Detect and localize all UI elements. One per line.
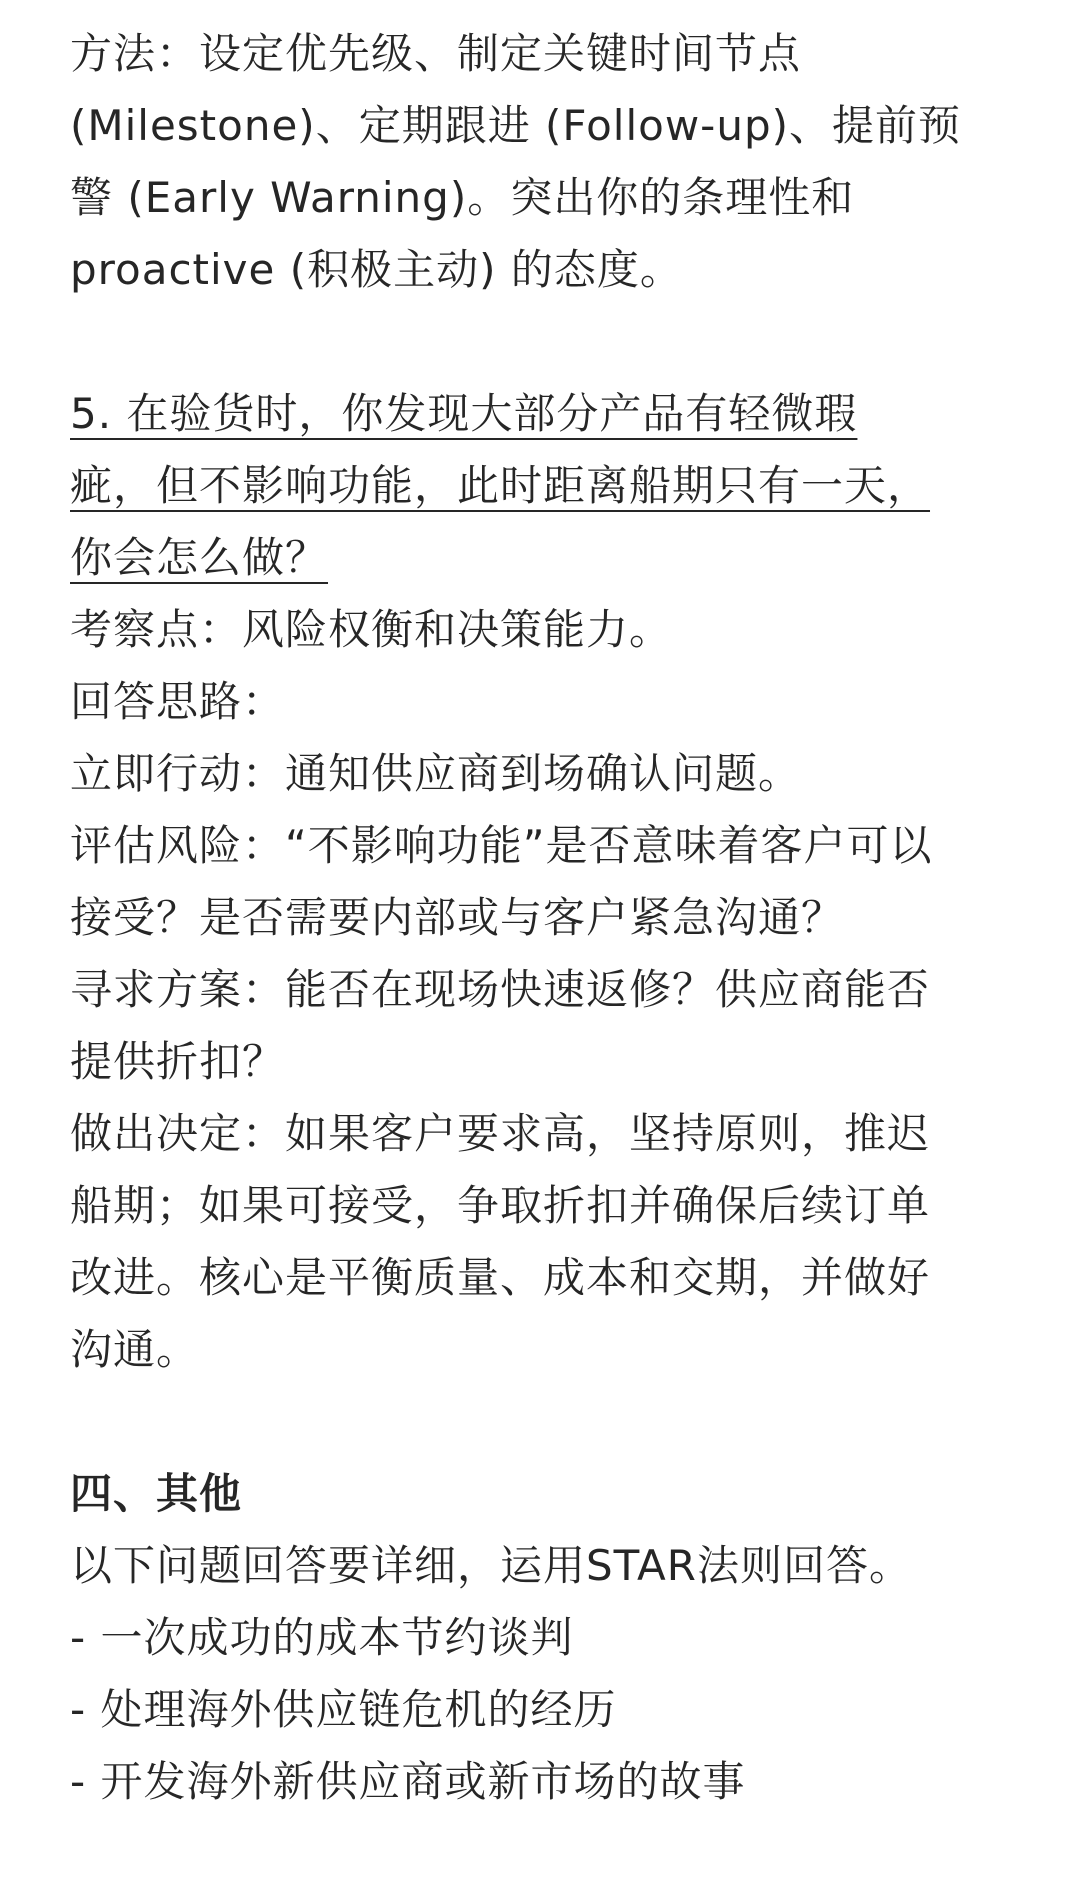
text-line: 警 (Early Warning)。突出你的条理性和 bbox=[70, 173, 855, 222]
question-title-text: 5. 在验货时，你发现大部分产品有轻微瑕 bbox=[70, 389, 858, 438]
document-body bbox=[70, 18, 1020, 1818]
text-line: 评估风险：“不影响功能”是否意味着客户可以 bbox=[70, 821, 933, 870]
text-line: 改进。核心是平衡质量、成本和交期，并做好 bbox=[70, 1253, 931, 1302]
text-line: 接受？是否需要内部或与客户紧急沟通？ bbox=[70, 893, 845, 942]
text-line: 回答思路： bbox=[70, 677, 286, 726]
question-title-line bbox=[70, 378, 1020, 450]
list-item: - 一次成功的成本节约谈判 bbox=[70, 1613, 574, 1662]
text-line: 立即行动：通知供应商到场确认问题。 bbox=[70, 749, 802, 798]
question-title-text: 你会怎么做？ bbox=[70, 533, 329, 582]
text-line: (Milestone)、定期跟进 (Follow-up)、提前预 bbox=[70, 101, 961, 150]
text-line: proactive (积极主动) 的态度。 bbox=[70, 245, 683, 294]
question-title-text: 疵，但不影响功能，此时距离船期只有一天， bbox=[70, 461, 931, 510]
text-line: 船期；如果可接受，争取折扣并确保后续订单 bbox=[70, 1181, 931, 1230]
section-heading: 四、其他 bbox=[70, 1469, 243, 1518]
paragraph-gap bbox=[70, 306, 1020, 378]
section-intro: 以下问题回答要详细，运用STAR法则回答。 bbox=[70, 1541, 912, 1590]
paragraph-gap bbox=[70, 1386, 1020, 1458]
list-item: - 开发海外新供应商或新市场的故事 bbox=[70, 1757, 746, 1806]
question-5-block bbox=[70, 378, 1020, 1386]
question-title-line bbox=[70, 522, 1020, 594]
list-item: - 处理海外供应链危机的经历 bbox=[70, 1685, 617, 1734]
text-line: 方法：设定优先级、制定关键时间节点 bbox=[70, 29, 802, 78]
section-4-block bbox=[70, 1458, 1020, 1818]
question-title-line bbox=[70, 450, 1020, 522]
text-line: 寻求方案：能否在现场快速返修？供应商能否 bbox=[70, 965, 931, 1014]
text-line: 做出决定：如果客户要求高，坚持原则，推迟 bbox=[70, 1109, 931, 1158]
text-line: 考察点：风险权衡和决策能力。 bbox=[70, 605, 673, 654]
text-line: 沟通。 bbox=[70, 1325, 200, 1374]
text-line: 提供折扣？ bbox=[70, 1037, 286, 1086]
partial-answer-block bbox=[70, 18, 1020, 306]
